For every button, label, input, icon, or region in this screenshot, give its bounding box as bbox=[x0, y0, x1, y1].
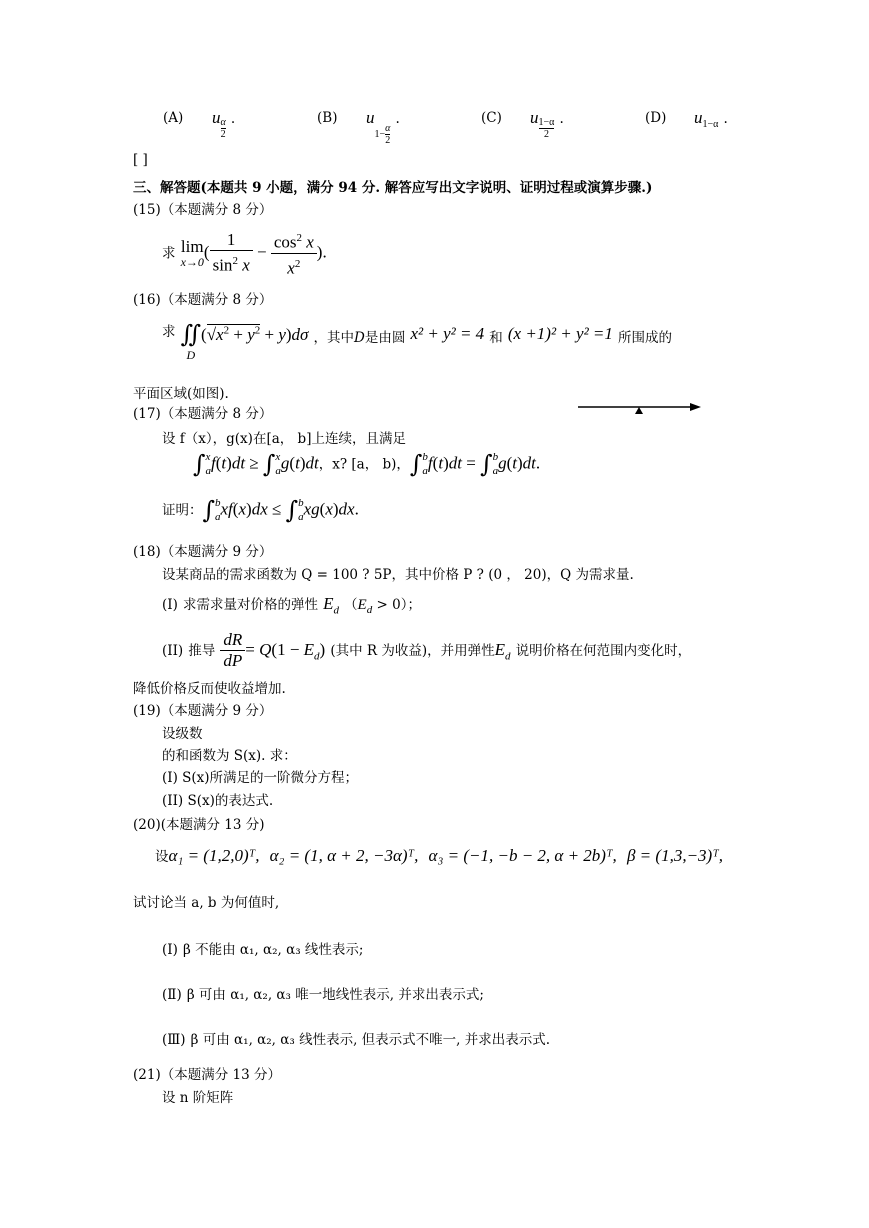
q19-part1: (I) S(x)所满足的一阶微分方程； bbox=[162, 770, 359, 786]
choice-d-label: (D) bbox=[645, 110, 667, 126]
figure-arrow bbox=[575, 399, 705, 419]
q18-part1: (I) 求需求量对价格的弹性 $E_d$ $(E_d > 0)$； bbox=[162, 594, 421, 617]
choice-c-expr: u $\frac{1-\alpha}{2}$ . bbox=[530, 108, 564, 140]
choice-b-label: (B) bbox=[317, 110, 338, 126]
q17-condition: ∫ x a f(t)dt ≥ ∫ x a g(t)dt，x? [a， b)，∫ b a f(t)dt = ∫ b a g(t)dt. bbox=[193, 450, 541, 478]
q19-line2: 的和函数为 S(x). 求： bbox=[162, 748, 297, 764]
choice-c-label: (C) bbox=[481, 110, 502, 126]
q18-part2: (II) 推导 $\frac{dR}{dP}$ = $Q(1 - E_d)$ (其中 R 为收益)，并用弹性$E_d$ 说明价格在何范围内变化时， bbox=[162, 630, 692, 670]
q20-vectors: 设α₁ = (1,2,0)ᵀ, α₂ = (1, α + 2, −3α)ᵀ, α₃ = (−1, −b − 2, α + 2b)ᵀ, β = (1,3,−3)ᵀ, bbox=[155, 846, 724, 865]
q21-line1: 设 n 阶矩阵 bbox=[162, 1090, 234, 1106]
q16-expression: 求 ∬ D $(√x^2 + y^2 + y)d\sigma$ $^{,其中D是由圆}$ x² + y² = 4 $^和$ (x +1)² + y² =1 $^{所围成的}$ bbox=[162, 320, 672, 362]
q17-header: (17)（本题满分 8 分） bbox=[133, 406, 273, 422]
q19-part2: (II) S(x)的表达式. bbox=[162, 793, 274, 809]
q19-header: (19)（本题满分 9 分） bbox=[133, 703, 273, 719]
choice-a-expr: u $\frac{\alpha}{2}$ . bbox=[212, 108, 236, 140]
q20-part2: (Ⅱ) β 可由 α₁, α₂, α₃ 唯一地线性表示, 并求出表示式; bbox=[162, 987, 484, 1003]
q19-line1: 设级数 bbox=[162, 726, 203, 742]
q15-expression: 求 lim x→0 ( $\frac{1}{\sin^2 x}$ − $\frac{\cos^2 x}{x^2}$ ). bbox=[162, 228, 327, 278]
choice-b-expr: u1− $\frac{\alpha}{2}$ . bbox=[366, 108, 400, 147]
q18-line1: 设某商品的需求函数为 Q = 100 ? 5P，其中价格 P ? (0 ， 20)，Q 为需求量. bbox=[162, 567, 634, 583]
q21-header: (21)（本题满分 13 分） bbox=[133, 1067, 281, 1083]
q15-header: (15)（本题满分 8 分） bbox=[133, 202, 273, 218]
q20-header: (20)(本题满分 13 分) bbox=[133, 817, 265, 833]
choice-d-expr: $u_{1-\alpha}$ . bbox=[694, 108, 728, 131]
q17-line1: 设 f（x），g(x)在[a， b]上连续，且满足 bbox=[162, 431, 406, 447]
answer-bracket: [ ] bbox=[133, 152, 148, 168]
q16-header: (16)（本题满分 8 分） bbox=[133, 292, 273, 308]
choice-a-label: (A) bbox=[163, 110, 184, 126]
q20-part3: (Ⅲ) β 可由 α₁, α₂, α₃ 线性表示, 但表示式不唯一, 并求出表示式. bbox=[162, 1032, 551, 1048]
q20-line2: 试讨论当 a, b 为何值时, bbox=[133, 895, 280, 911]
q17-proof: 证明：∫ b a xf(x)dx ≤ ∫ b a xg(x)dx. bbox=[162, 496, 359, 524]
q18-continuation: 降低价格反而使收益增加. bbox=[133, 681, 286, 697]
q20-part1: (Ⅰ) β 不能由 α₁, α₂, α₃ 线性表示; bbox=[162, 942, 364, 958]
section-heading: 三、解答题(本题共 9 小题，满分 94 分. 解答应写出文字说明、证明过程或演算步骤.) bbox=[133, 180, 653, 196]
q18-header: (18)（本题满分 9 分） bbox=[133, 544, 273, 560]
q16-continuation: 平面区域(如图). bbox=[133, 386, 229, 402]
